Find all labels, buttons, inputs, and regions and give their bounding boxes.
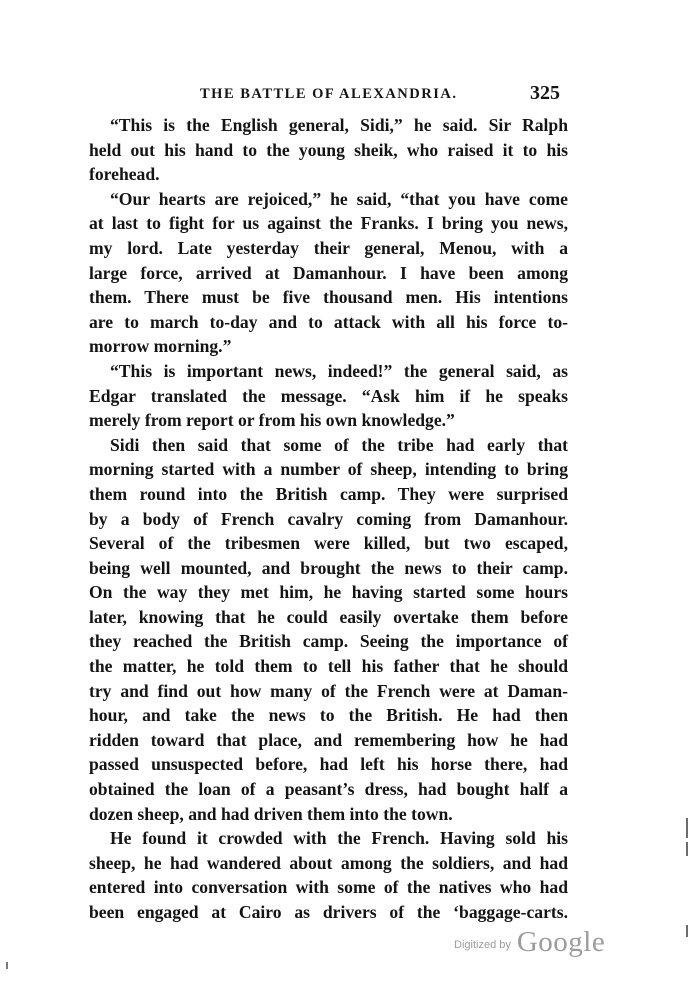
text-line: He found it crowded with the French. Having sold his xyxy=(110,828,568,849)
digitized-watermark xyxy=(454,926,605,959)
text-line: sheep, he had wandered about among the soldiers, and had xyxy=(89,852,568,873)
text-line: passed unsuspected before, had left his horse there, had xyxy=(89,754,568,775)
watermark-prefix: Digitized by xyxy=(454,939,511,951)
text-line: my lord. Late yesterday their general, Menou, with a xyxy=(89,237,568,258)
text-line: “Our hearts are rejoiced,” he said, “that you have come xyxy=(110,188,568,209)
scan-edge-mark xyxy=(686,818,688,838)
text-line: them round into the British camp. They were surprised xyxy=(89,483,568,504)
running-head: THE BATTLE OF ALEXANDRIA. xyxy=(200,86,458,102)
text-line: them. There must be five thousand men. His intentions xyxy=(89,287,568,308)
page-number: 325 xyxy=(530,82,560,104)
body-text xyxy=(89,113,568,925)
text-line: held out his hand to the young sheik, who raised it to his xyxy=(89,139,568,160)
text-line: later, knowing that he could easily overtake them before xyxy=(89,606,568,627)
text-line: are to march to-day and to attack with all his force to- xyxy=(89,311,568,332)
google-logo: Google xyxy=(516,926,606,958)
text-line: at last to fight for us against the Franks. I bring you news, xyxy=(89,213,568,234)
text-line: hour, and take the news to the British. He had then xyxy=(89,705,568,726)
text-line: large force, arrived at Damanhour. I have been among xyxy=(89,262,568,283)
scan-edge-mark xyxy=(686,925,688,937)
text-line: morning started with a number of sheep, intending to bring xyxy=(89,459,568,480)
text-line: being well mounted, and brought the news to their camp. xyxy=(89,557,568,578)
scan-speck xyxy=(6,962,8,969)
text-line: the matter, he told them to tell his father that he should xyxy=(89,656,568,677)
text-line: On the way they met him, he having started some hours xyxy=(89,582,568,603)
text-line: try and find out how many of the French were at Daman- xyxy=(89,680,568,701)
text-line: been engaged at Cairo as drivers of the ‘baggage-carts. xyxy=(89,902,568,922)
text-line: by a body of French cavalry coming from Damanhour. xyxy=(89,508,568,529)
text-line: “This is the English general, Sidi,” he said. Sir Ralph xyxy=(110,115,568,135)
text-line: entered into conversation with some of the natives who had xyxy=(89,877,568,898)
text-line: merely from report or from his own knowledge.” xyxy=(89,410,455,431)
text-line: dozen sheep, and had driven them into the town. xyxy=(89,803,453,824)
text-line: Sidi then said that some of the tribe had early that xyxy=(110,434,568,455)
text-line: Edgar translated the message. “Ask him if he speaks xyxy=(89,385,568,406)
text-line: ridden toward that place, and remembering how he had xyxy=(89,729,568,750)
text-line: forehead. xyxy=(89,164,160,185)
scan-edge-mark xyxy=(686,842,688,856)
text-line: morrow morning.” xyxy=(89,336,232,357)
text-line: obtained the loan of a peasant’s dress, had bought half a xyxy=(89,779,568,800)
text-line: they reached the British camp. Seeing the importance of xyxy=(89,631,568,652)
text-line: “This is important news, indeed!” the general said, as xyxy=(110,360,568,381)
text-line: Several of the tribesmen were killed, but two escaped, xyxy=(89,533,568,554)
